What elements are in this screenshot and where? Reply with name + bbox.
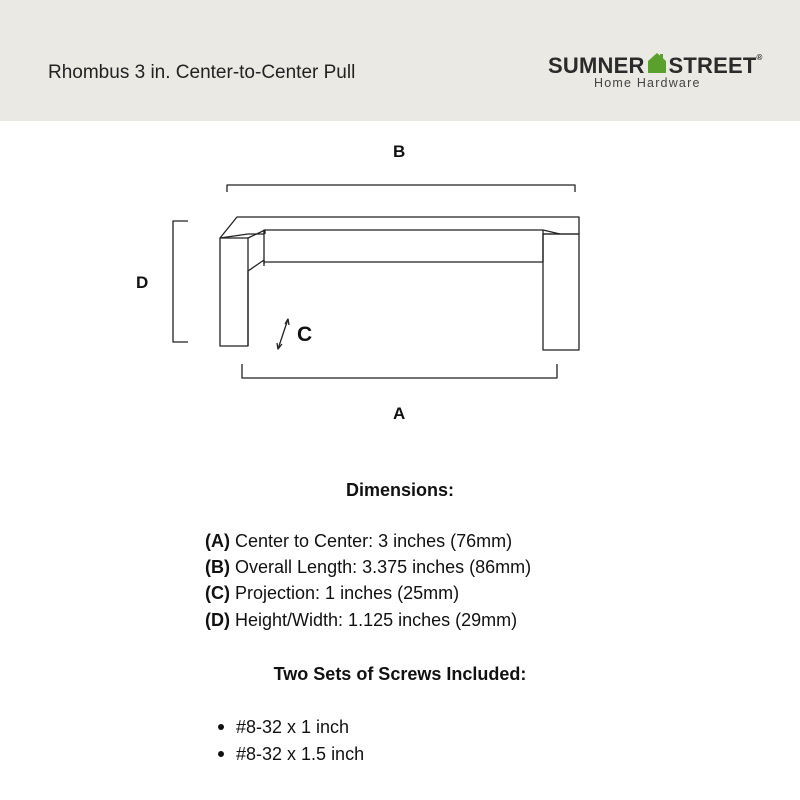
pull-handle-outline <box>220 217 579 350</box>
spec-key: (B) <box>205 557 230 577</box>
dimension-line-b <box>227 185 575 192</box>
product-title: Rhombus 3 in. Center-to-Center Pull <box>48 62 356 83</box>
brand-name-left: SUMNER <box>548 53 645 78</box>
registered-mark: ® <box>756 53 763 62</box>
list-item <box>218 744 364 765</box>
dimension-line-d <box>173 221 188 342</box>
spec-value: Projection: 1 inches (25mm) <box>235 583 460 603</box>
spec-value: Overall Length: 3.375 inches (86mm) <box>235 557 532 577</box>
spec-row-a <box>205 531 512 552</box>
spec-key: (C) <box>205 583 230 603</box>
screw-spec: #8-32 x 1 inch <box>236 717 350 737</box>
spec-row-b <box>205 557 531 578</box>
spec-value: Height/Width: 1.125 inches (29mm) <box>235 610 518 630</box>
bullet-icon <box>218 751 224 757</box>
brand-tagline: Home Hardware <box>594 76 701 90</box>
screws-heading: Two Sets of Screws Included: <box>273 664 527 684</box>
dimension-label-a: A <box>393 404 406 423</box>
brand-name <box>548 51 763 79</box>
spec-row-c <box>205 583 459 604</box>
dimension-line-c <box>278 319 288 349</box>
brand-logo <box>548 50 763 94</box>
spec-value: Center to Center: 3 inches (76mm) <box>235 531 513 551</box>
dimension-label-b: B <box>393 142 406 161</box>
brand-name-right: STREET <box>668 53 757 78</box>
spec-key: (D) <box>205 610 230 630</box>
list-item <box>218 717 349 738</box>
dimension-line-a <box>242 364 557 378</box>
dimensions-heading: Dimensions: <box>345 480 455 500</box>
pull-handle-drawing <box>0 121 800 451</box>
dimension-diagram <box>0 121 800 451</box>
bullet-icon <box>218 724 224 730</box>
dimension-label-d: D <box>136 273 149 292</box>
page-header <box>0 0 800 121</box>
screw-spec: #8-32 x 1.5 inch <box>236 744 365 764</box>
house-icon <box>647 52 667 74</box>
spec-key: (A) <box>205 531 230 551</box>
dimension-label-c: C <box>297 323 313 346</box>
spec-row-d <box>205 610 517 631</box>
